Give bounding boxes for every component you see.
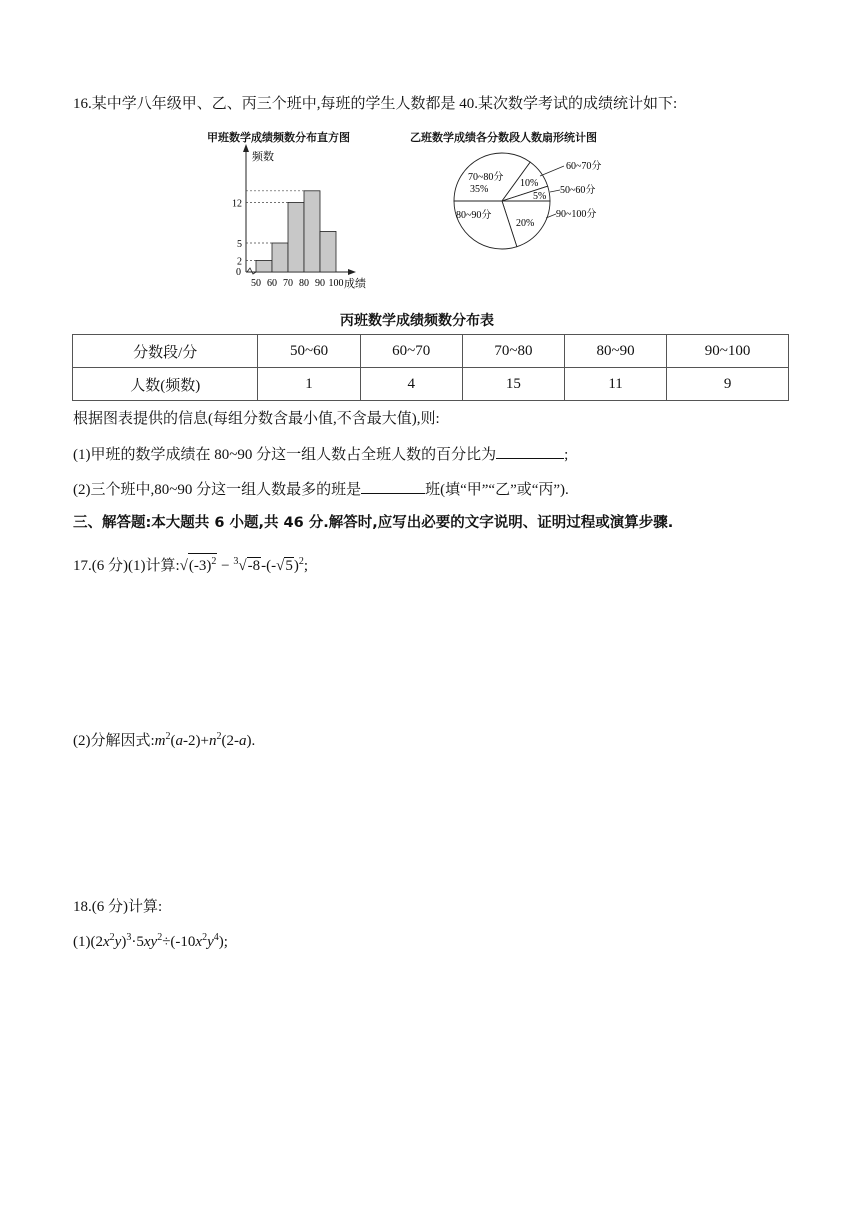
histogram-bar — [304, 191, 320, 272]
table-header-cell: 90~100 — [667, 335, 789, 368]
var-m: m — [154, 733, 166, 749]
var-y: y — [114, 934, 122, 950]
exp-n: 2 — [216, 731, 222, 742]
table-header-cell: 70~80 — [462, 335, 564, 368]
var-x: x — [103, 934, 110, 950]
y-tick-label: 0 — [236, 267, 241, 278]
x-axis-label: 成绩 — [344, 278, 366, 290]
pie-slice-label: 90~100分 — [556, 209, 597, 220]
minus-sign: − — [217, 558, 234, 574]
radicand-text: (-3) — [188, 558, 212, 574]
var-n: n — [208, 733, 217, 749]
part-1-end: ; — [564, 447, 569, 463]
pie-leader-line — [550, 190, 560, 192]
x-tick-label: 70 — [283, 278, 293, 289]
q17-tail: -(- — [261, 558, 277, 574]
table-header-cell: 80~90 — [565, 335, 667, 368]
q17-end: ; — [303, 558, 308, 574]
table-header-cell: 60~70 — [360, 335, 462, 368]
sqrt5-radicand: 5 — [285, 558, 293, 574]
question-17-part-1 — [73, 552, 308, 576]
table-header-cell: 分数段/分 — [73, 335, 258, 368]
pie-slice-percent: 5% — [533, 191, 547, 202]
table-cell: 1 — [258, 368, 360, 401]
sqrt-radicand — [188, 553, 218, 574]
sqrt-sign: √ — [179, 558, 188, 574]
pie-leader-line — [540, 166, 564, 176]
exponent: 2 — [211, 556, 217, 567]
y-tick-label: 12 — [232, 198, 242, 210]
question-17-part-2 — [73, 727, 255, 751]
part-2-end: 班(填“甲”“乙”或“丙”). — [425, 482, 569, 498]
question-16-hint: 根据图表提供的信息(每组分数含最小值,不含最大值),则: — [73, 411, 440, 427]
y-axis-label: 频数 — [252, 151, 274, 163]
question-18-stem: 18.(6 分)计算: — [73, 899, 163, 915]
q17-p2-prefix: (2)分解因式: — [73, 733, 155, 749]
table-cell: 人数(频数) — [73, 368, 258, 401]
var-x: x — [195, 934, 203, 950]
x-tick-label: 90 — [315, 278, 325, 289]
histogram-bar — [320, 231, 336, 272]
q17-prefix: 17.(6 分)(1)计算: — [73, 558, 180, 574]
y-axis-arrow — [243, 144, 249, 152]
part-2-text: (2)三个班中,80~90 分这一组人数最多的班是 — [73, 482, 362, 498]
pie-slice-label: 70~80分 — [468, 172, 504, 183]
part-1-text: (1)甲班的数学成绩在 80~90 分这一组人数占全班人数的百分比为 — [73, 447, 497, 463]
frequency-table — [72, 334, 789, 401]
exp: 2 — [157, 932, 163, 943]
cbrt-sign: √ — [238, 558, 247, 574]
axis-break — [247, 268, 256, 274]
pie-slice-label: 80~90分 — [456, 210, 492, 221]
exponent-2: 2 — [298, 556, 304, 567]
exp: 2 — [202, 932, 208, 943]
exp-m: 2 — [165, 731, 171, 742]
exp-3: 3 — [126, 932, 132, 943]
q18-b: ) — [121, 934, 127, 950]
x-tick-label: 50 — [251, 278, 261, 289]
q18-d: ÷(-10 — [162, 934, 196, 950]
y-tick-label: 5 — [237, 239, 242, 250]
pie-slice-percent: 20% — [516, 218, 535, 229]
table-cell: 15 — [462, 368, 564, 401]
section-3-heading: 三、解答题:本大题共 6 小题,共 46 分.解答时,应写出必要的文字说明、证明过程或演算步骤. — [73, 515, 674, 531]
var-x: x — [143, 934, 151, 950]
var-y: y — [207, 934, 214, 950]
x-tick-label: 100 — [328, 278, 344, 289]
exp-4: 4 — [213, 932, 219, 943]
exp: 2 — [109, 932, 115, 943]
pie-slice-percent: 10% — [520, 178, 539, 189]
question-16-part-1 — [73, 444, 568, 465]
question-16-stem: 16.某中学八年级甲、乙、丙三个班中,每班的学生人数都是 40.某次数学考试的成绩统计如下: — [73, 96, 678, 112]
table-cell: 11 — [565, 368, 667, 401]
pie-chart-title: 乙班数学成绩各分数段人数扇形统计图 — [410, 131, 597, 144]
table-header-row — [73, 335, 789, 368]
table-title: 丙班数学成绩频数分布表 — [340, 313, 494, 329]
question-18-part-1 — [73, 928, 228, 952]
q17-close: ) — [293, 558, 299, 574]
table-cell: 9 — [667, 368, 789, 401]
var-y: y — [150, 934, 158, 950]
x-tick-label: 60 — [267, 278, 277, 289]
histogram-chart — [222, 142, 382, 292]
table-header-cell: 50~60 — [258, 335, 360, 368]
answer-blank-1[interactable] — [496, 444, 564, 459]
histogram-bar — [272, 243, 288, 272]
cbrt-index: 3 — [233, 556, 239, 567]
pie-chart — [440, 146, 640, 256]
answer-blank-2[interactable] — [361, 479, 425, 494]
expr-a1: (a-2)+ — [170, 733, 209, 749]
histogram-bar — [288, 202, 304, 272]
histogram-title: 甲班数学成绩频数分布直方图 — [207, 131, 350, 144]
pie-slice-percent: 35% — [470, 184, 489, 195]
table-cell: 4 — [360, 368, 462, 401]
table-row — [73, 368, 789, 401]
expr-a2: (2-a). — [221, 733, 256, 749]
cbrt-radicand: -8 — [247, 558, 261, 574]
y-tick-label: 2 — [237, 256, 242, 268]
q18-a: (1)(2 — [73, 934, 103, 950]
histogram-bar — [256, 260, 272, 272]
pie-slice-label: 60~70分 — [566, 161, 602, 172]
x-axis-arrow — [348, 269, 356, 275]
pie-slice-label: 50~60分 — [560, 185, 596, 196]
q18-c: ·5 — [131, 934, 144, 950]
sqrt-sign-2: √ — [276, 558, 285, 574]
q18-e: ); — [218, 934, 228, 950]
x-tick-label: 80 — [299, 278, 309, 289]
question-16-part-2 — [73, 479, 569, 500]
